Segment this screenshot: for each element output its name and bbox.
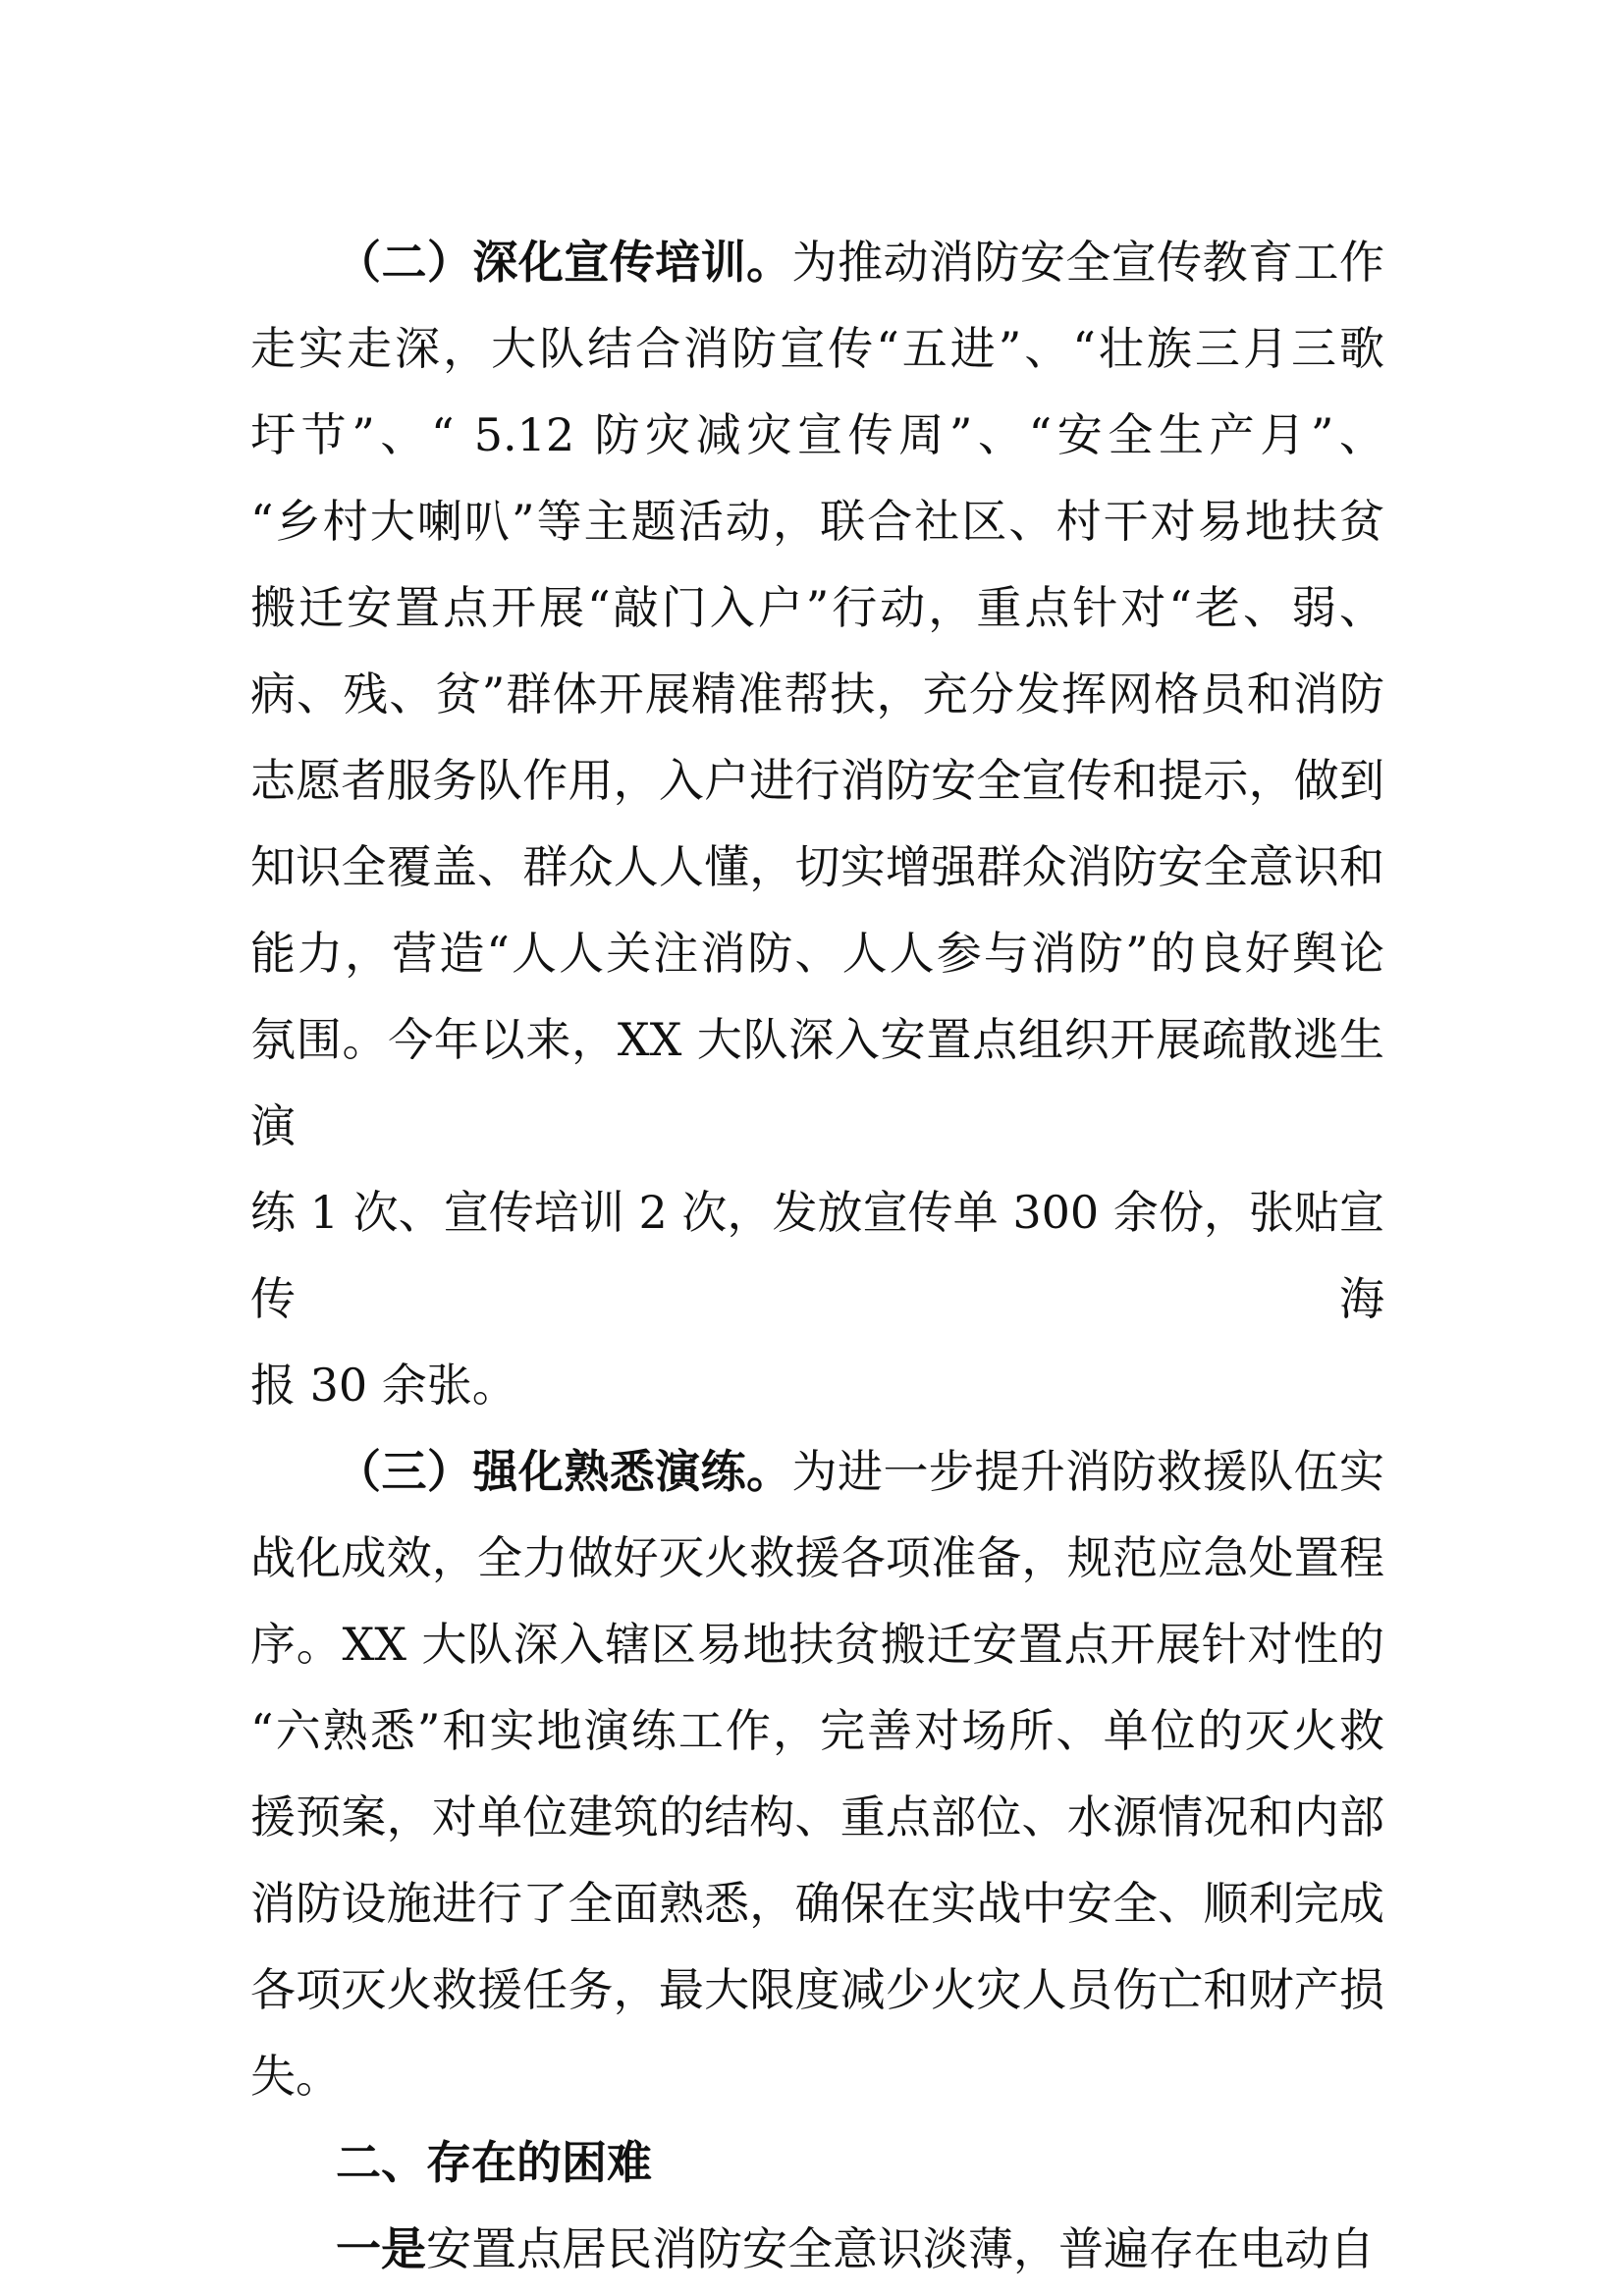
text-line	[250, 478, 1384, 564]
bold-lead-text: （三）强化熟悉演练。	[336, 1445, 792, 1498]
bold-lead-text: 一是	[336, 2222, 426, 2275]
text-line	[250, 1515, 1384, 1601]
text-line	[250, 219, 1384, 305]
bold-lead-text: 二、存在的困难	[336, 2136, 652, 2189]
text-line	[250, 2033, 1384, 2119]
body-text: 各项灭火救援任务，最大限度减少火灾人员伤亡和财产损	[250, 1963, 1384, 2016]
text-line	[250, 1601, 1384, 1687]
body-text: 搬迁安置点开展“敲门入户”行动，重点针对“老、弱、	[250, 581, 1384, 634]
text-line	[250, 824, 1384, 910]
body-text: 练 1 次、宣传培训 2 次，发放宣传单 300 余份，张贴宣传海	[250, 1186, 1384, 1325]
body-text: “乡村大喇叭”等主题活动，联合社区、村干对易地扶贫	[250, 495, 1384, 548]
bold-lead-text: （二）深化宣传培训。	[336, 236, 792, 289]
body-text: 安置点居民消防安全意识淡薄，普遍存在电动自	[426, 2222, 1375, 2275]
text-line	[250, 910, 1384, 996]
body-text: 报 30 余张。	[250, 1359, 517, 1412]
body-text: 失。	[250, 2050, 341, 2103]
text-line	[250, 1947, 1384, 2033]
text-line	[250, 737, 1384, 824]
body-text: 病、残、贫”群体开展精准帮扶，充分发挥网格员和消防	[250, 667, 1384, 721]
text-line	[250, 1428, 1384, 1515]
body-text: 战化成效，全力做好灭火救援各项准备，规范应急处置程	[250, 1531, 1384, 1584]
body-text: 援预案，对单位建筑的结构、重点部位、水源情况和内部	[250, 1790, 1384, 1843]
text-line	[250, 392, 1384, 478]
text-line	[250, 1860, 1384, 1947]
body-text: 能力，营造“人人关注消防、人人参与消防”的良好舆论	[250, 927, 1384, 980]
document-page	[250, 219, 1384, 2292]
text-line	[250, 1342, 1384, 1428]
body-text: 知识全覆盖、群众人人懂，切实增强群众消防安全意识和	[250, 840, 1384, 893]
body-text: 消防设施进行了全面熟悉，确保在实战中安全、顺利完成	[250, 1877, 1384, 1930]
text-line	[250, 2206, 1384, 2292]
text-line	[250, 564, 1384, 651]
text-line	[250, 1169, 1384, 1342]
body-text: “六熟悉”和实地演练工作，完善对场所、单位的灭火救	[250, 1704, 1384, 1757]
body-text: 走实走深，大队结合消防宣传“五进”、“壮族三月三歌	[250, 322, 1384, 375]
section-heading	[250, 2119, 1384, 2206]
text-line	[250, 1687, 1384, 1774]
text-line	[250, 1774, 1384, 1860]
body-text: 圩节”、“ 5.12 防灾减灾宣传周”、“安全生产月”、	[250, 408, 1384, 461]
text-line	[250, 996, 1384, 1169]
body-text: 氛围。今年以来，XX 大队深入安置点组织开展疏散逃生演	[250, 1013, 1384, 1152]
text-line	[250, 305, 1384, 392]
body-text: 为推动消防安全宣传教育工作	[791, 236, 1385, 289]
body-text: 志愿者服务队作用，入户进行消防安全宣传和提示，做到	[250, 754, 1384, 807]
body-text: 为进一步提升消防救援队伍实	[791, 1445, 1385, 1498]
body-text: 序。XX 大队深入辖区易地扶贫搬迁安置点开展针对性的	[250, 1618, 1384, 1671]
text-line	[250, 651, 1384, 737]
